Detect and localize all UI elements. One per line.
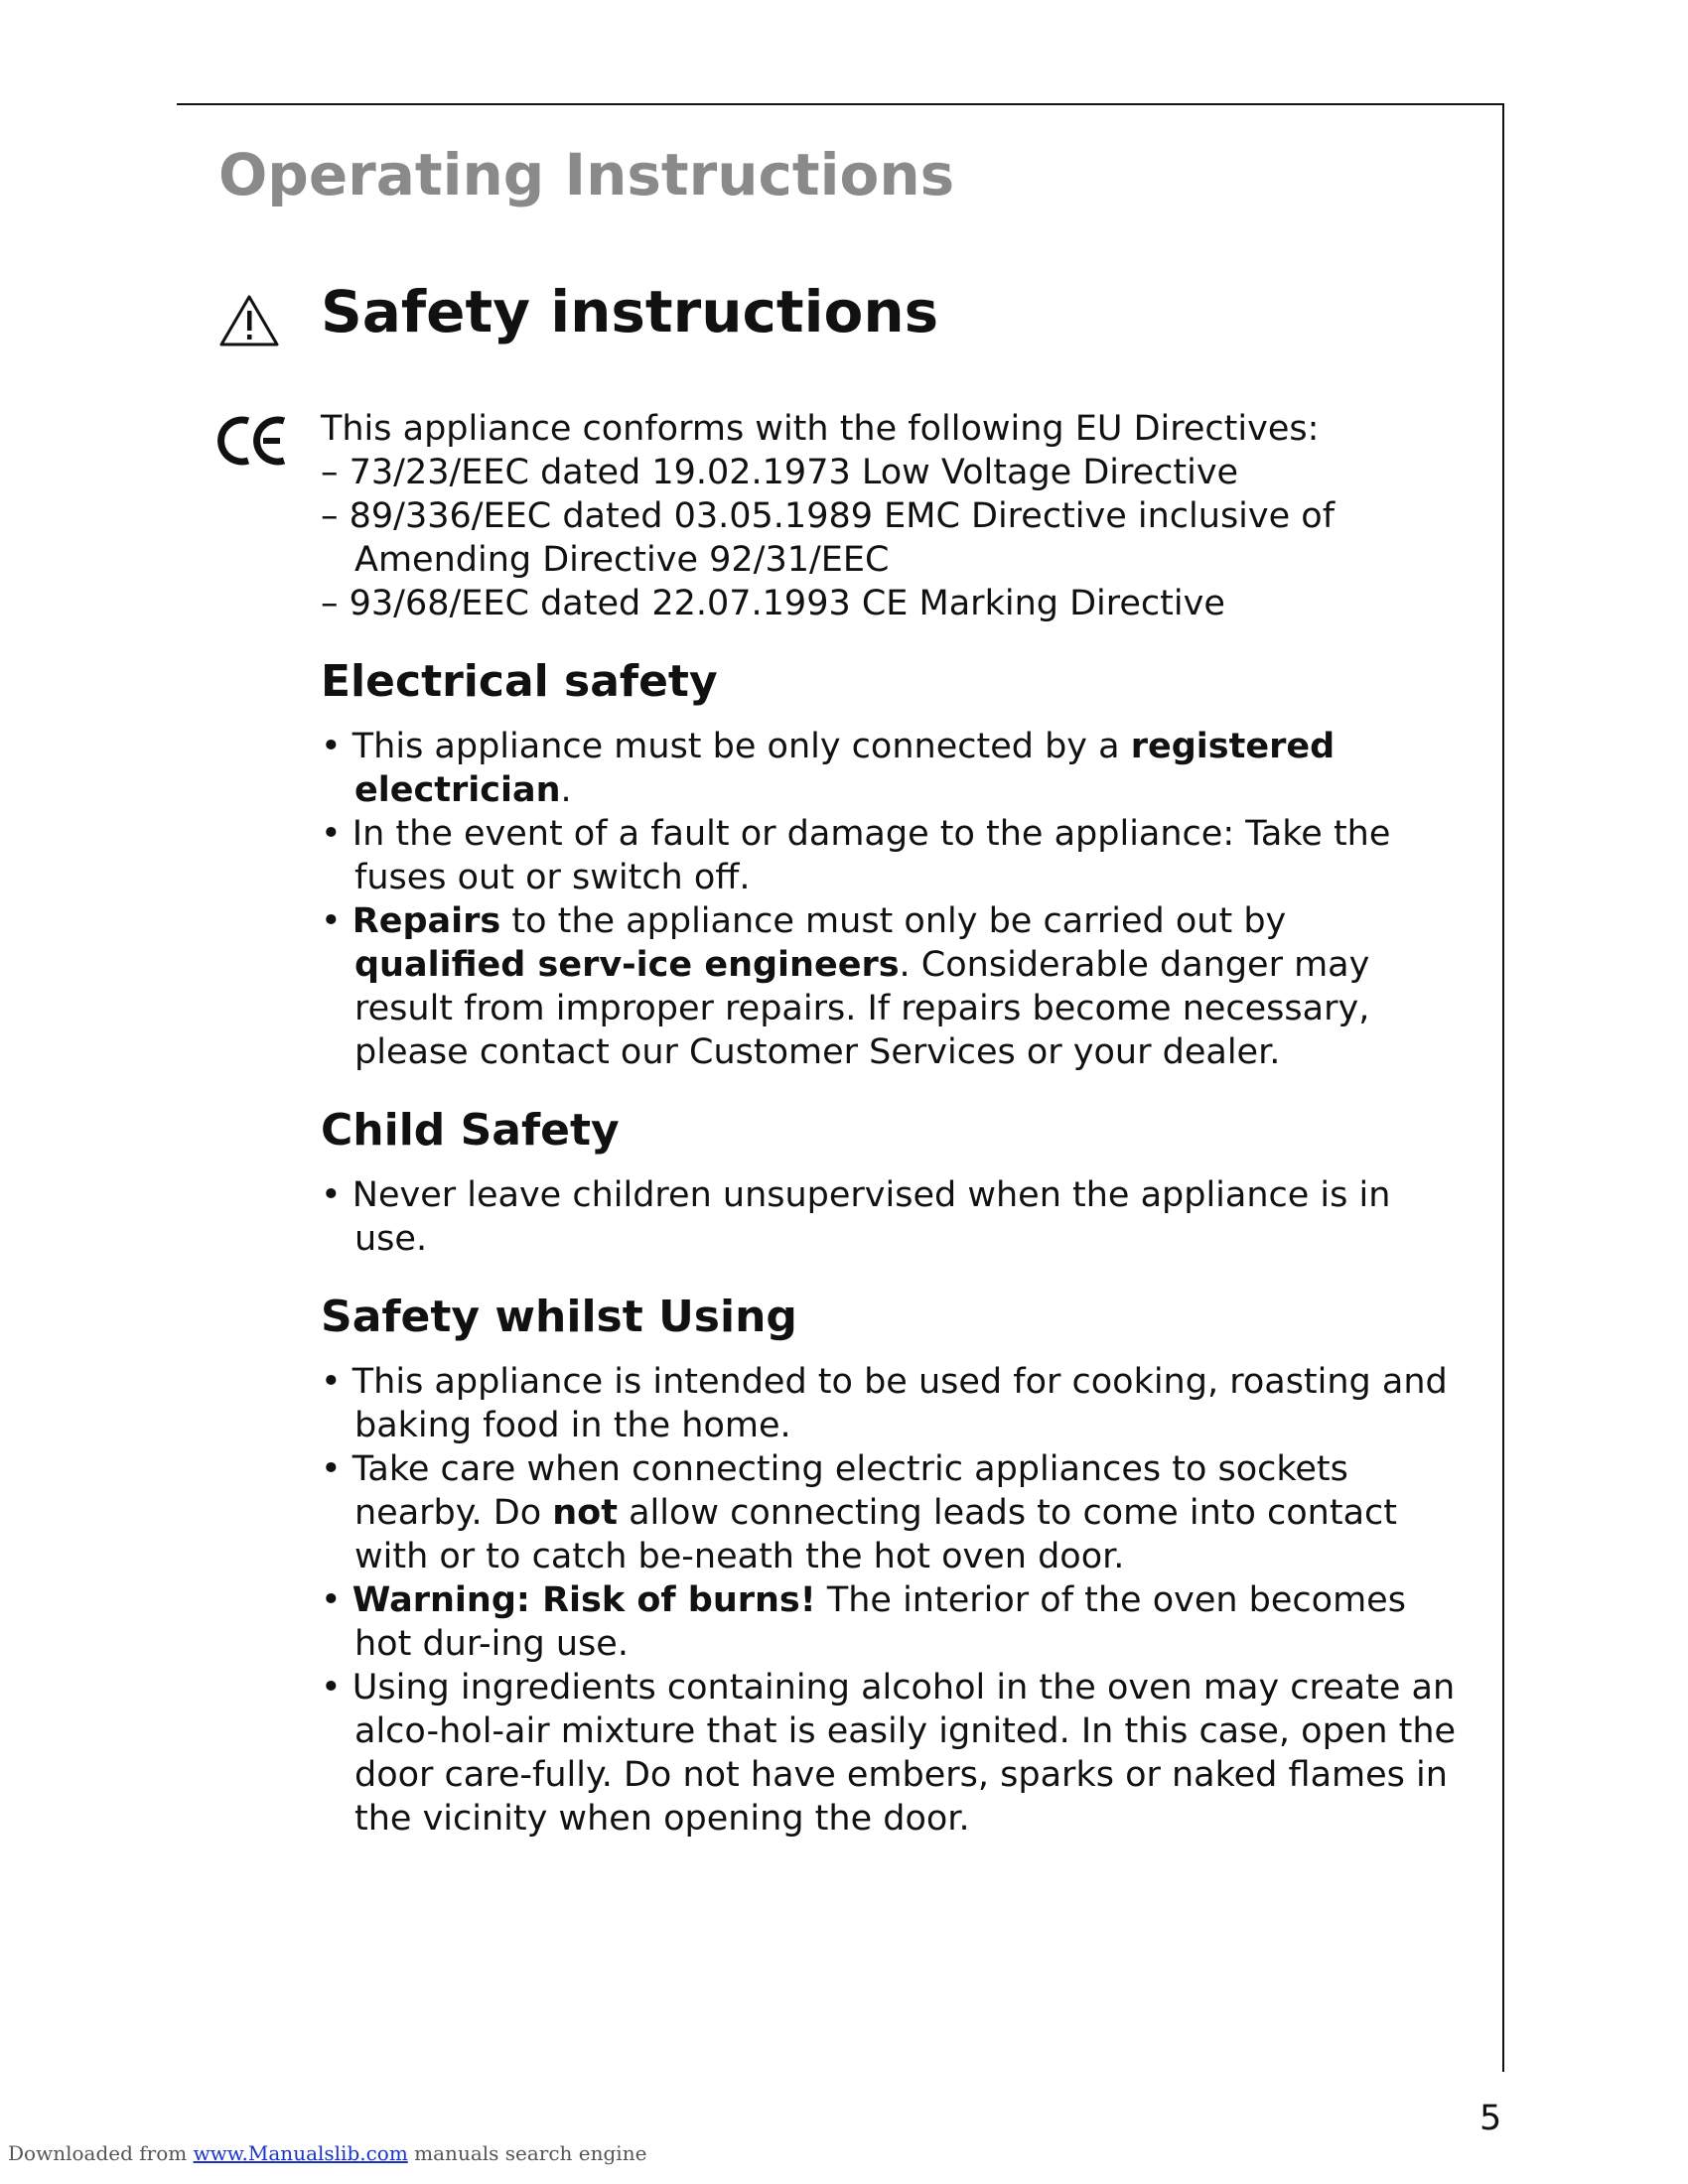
content-body (321, 407, 1463, 1841)
bullet-item: • This appliance is intended to be used for cooking, roasting and baking food in the home. (321, 1362, 1448, 1445)
bullet-item: • Repairs to the appliance must only be carried out by qualified serv-ice engineers. Considerable danger may result from improper repairs. If repairs become necessary, please contact our Customer Services or your dealer. (321, 901, 1370, 1072)
ce-mark-icon (216, 411, 290, 471)
bullet-item: • Take care when connecting electric appliances to sockets nearby. Do not allow connecting leads to come into contact with or to catch be-neath the hot oven door. (321, 1449, 1397, 1576)
directive-item: – 89/336/EEC dated 03.05.1989 EMC Directive inclusive of Amending Directive 92/31/EEC (321, 496, 1336, 580)
page-number: 5 (1479, 2099, 1502, 2138)
page-title: Safety instructions (321, 278, 939, 345)
manualslib-link[interactable]: www.Manualslib.com (193, 2141, 408, 2165)
child-safety-heading: Child Safety (321, 1105, 620, 1156)
directive-item: – 93/68/EEC dated 22.07.1993 CE Marking Directive (321, 584, 1225, 623)
page-frame-right-rule (1502, 103, 1504, 2072)
directives-intro: This appliance conforms with the following EU Directives: (321, 409, 1320, 449)
bullet-item: • Warning: Risk of burns! The interior of the oven becomes hot dur-ing use. (321, 1580, 1406, 1664)
warning-triangle-icon (218, 294, 280, 347)
page-frame-top-rule (177, 103, 1504, 105)
bullet-item: • Never leave children unsupervised when the appliance is in use. (321, 1175, 1391, 1259)
electrical-safety-heading: Electrical safety (321, 656, 718, 707)
safety-using-heading: Safety whilst Using (321, 1292, 797, 1342)
bullet-item: • In the event of a fault or damage to the appliance: Take the fuses out or switch off. (321, 814, 1391, 897)
download-footer: Downloaded from www.Manualslib.com manuals search engine (8, 2141, 647, 2165)
bullet-item: • This appliance must be only connected by a registered electrician. (321, 727, 1336, 810)
section-title: Operating Instructions (218, 141, 955, 208)
bullet-item: • Using ingredients containing alcohol in the oven may create an alco-hol-air mixture that is easily ignited. In this case, open the door care-fully. Do not have embers, sparks or naked flames in the vicinity when opening the door. (321, 1668, 1457, 1839)
directive-item: – 73/23/EEC dated 19.02.1973 Low Voltage Directive (321, 453, 1239, 492)
